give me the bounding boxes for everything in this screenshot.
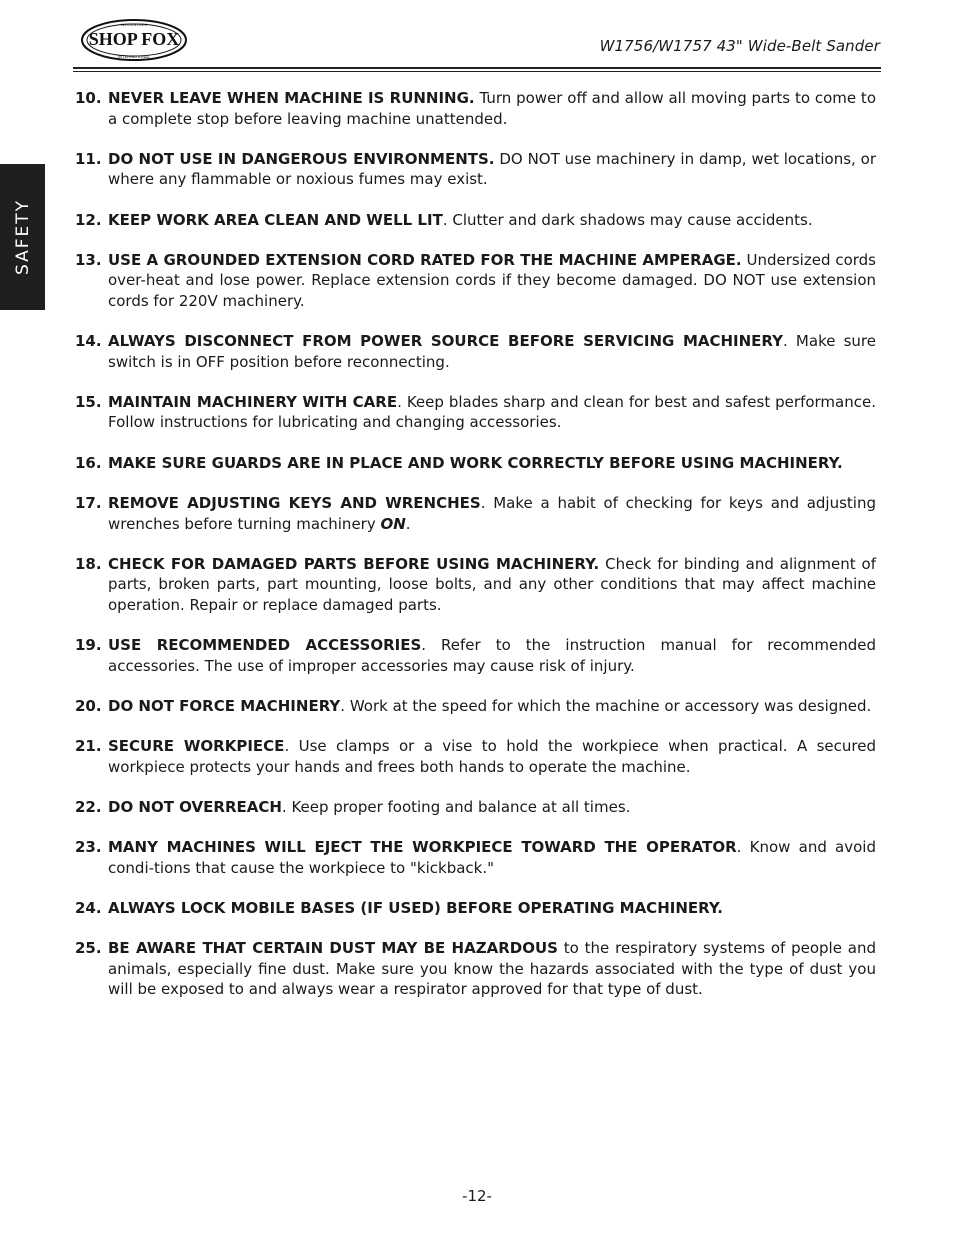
rule-text: Turn power off and allow all moving parts to come to a complete stop before leaving machine unattended. <box>108 89 876 128</box>
rule-number: 10. <box>75 89 102 107</box>
rule-number: 12. <box>75 210 102 229</box>
rule-text: . Make sure switch is in OFF position before reconnecting. <box>108 332 876 371</box>
rule-heading: REMOVE ADJUSTING KEYS AND WRENCHES <box>108 494 481 513</box>
safety-rule-item <box>75 250 876 312</box>
safety-rule-item <box>75 493 876 534</box>
rule-number: 25. <box>75 939 102 958</box>
safety-rule-item <box>75 210 876 231</box>
shop-fox-logo <box>80 18 190 64</box>
rule-number: 22. <box>75 798 102 817</box>
rule-heading: SECURE WORKPIECE <box>108 737 285 756</box>
logo-small-bottom: INTERNATIONAL <box>118 54 150 59</box>
rule-heading: KEEP WORK AREA CLEAN AND WELL LIT <box>108 210 443 229</box>
rule-heading: NEVER LEAVE WHEN MACHINE IS RUNNING. <box>108 89 475 107</box>
rule-heading: DO NOT FORCE MACHINERY <box>108 696 341 715</box>
rule-number: 11. <box>75 149 102 168</box>
rule-heading: MAINTAIN MACHINERY WITH CARE <box>108 392 398 411</box>
rule-heading: ALWAYS DISCONNECT FROM POWER SOURCE BEFORE SERVICING MACHINERY <box>108 332 784 351</box>
safety-rule-item <box>75 696 876 717</box>
rule-text: . Clutter and dark shadows may cause accidents. <box>442 210 813 229</box>
rule-text: . Keep proper footing and balance at all times. <box>281 798 631 817</box>
safety-rule-item <box>75 898 876 919</box>
rule-number: 14. <box>75 332 102 351</box>
page-number: -12- <box>462 1187 492 1205</box>
safety-rule-item <box>75 149 876 190</box>
safety-rule-item <box>75 88 876 129</box>
rule-heading: BE AWARE THAT CERTAIN DUST MAY BE HAZARDOUS <box>108 939 558 958</box>
rule-text: to the respiratory systems of people and animals, especially fine dust. Make sure you know the hazards associated with the type of dust you will be exposed to and always wear a respirator approved for that type of dust. <box>108 939 877 999</box>
header-rule-thick <box>73 67 881 69</box>
rule-emphasis: ON <box>380 514 406 533</box>
safety-rule-item <box>75 392 876 433</box>
rule-number: 15. <box>75 392 102 411</box>
safety-rule-item <box>75 837 876 878</box>
safety-rule-item <box>75 736 876 777</box>
safety-rules-list <box>75 88 876 1020</box>
manual-title: W1756/W1757 43" Wide-Belt Sander <box>599 37 880 55</box>
safety-rule-item <box>75 797 876 818</box>
rule-number: 13. <box>75 250 102 269</box>
rule-text: DO NOT use machinery in damp, wet locations, or where any flammable or noxious fumes may exist. <box>108 149 877 189</box>
rule-text-tail: . <box>405 514 411 533</box>
rule-heading: ALWAYS LOCK MOBILE BASES (IF USED) BEFORE OPERATING MACHINERY. <box>108 899 723 918</box>
rule-text: . Make a habit of checking for keys and adjusting wrenches before turning machinery <box>108 494 876 533</box>
section-tab <box>0 164 45 310</box>
rule-text: . Know and avoid condi-tions that cause the workpiece to "kickback." <box>108 838 876 877</box>
rule-heading: MAKE SURE GUARDS ARE IN PLACE AND WORK CORRECTLY BEFORE USING MACHINERY. <box>108 453 843 472</box>
rule-number: 20. <box>75 696 102 715</box>
rule-number: 16. <box>75 453 102 472</box>
rule-heading: DO NOT OVERREACH <box>108 798 282 817</box>
rule-heading: USE RECOMMENDED ACCESSORIES <box>108 636 422 655</box>
rule-heading: MANY MACHINES WILL EJECT THE WORKPIECE TOWARD THE OPERATOR <box>108 838 737 857</box>
rule-text: . Refer to the instruction manual for recommended accessories. The use of improper accessories may cause risk of injury. <box>108 636 876 675</box>
rule-number: 21. <box>75 737 102 756</box>
rule-number: 18. <box>75 554 102 573</box>
logo-small-top: WOODSTOCK <box>120 22 148 27</box>
rule-text: . Work at the speed for which the machine or accessory was designed. <box>340 696 872 715</box>
rule-number: 17. <box>75 494 102 513</box>
header-rule-thin <box>73 71 881 72</box>
rule-heading: CHECK FOR DAMAGED PARTS BEFORE USING MACHINERY. <box>108 554 600 573</box>
rule-number: 19. <box>75 636 102 655</box>
rule-text: . Use clamps or a vise to hold the workpiece when practical. A secured workpiece protects your hands and frees both hands to operate the machine. <box>108 737 876 776</box>
safety-rule-item <box>75 635 876 676</box>
rule-number: 23. <box>75 838 102 857</box>
rule-text: Check for binding and alignment of parts, broken parts, part mounting, loose bolts, and any other conditions that may affect machine operation. Repair or replace damaged parts. <box>108 554 876 614</box>
section-tab-label: SAFETY <box>12 198 33 276</box>
safety-rule-item <box>75 453 876 474</box>
logo-text: SHOP FOX <box>88 29 180 49</box>
rule-heading: USE A GROUNDED EXTENSION CORD RATED FOR THE MACHINE AMPERAGE. <box>108 250 742 269</box>
rule-number: 24. <box>75 899 102 918</box>
rule-heading: DO NOT USE IN DANGEROUS ENVIRONMENTS. <box>108 149 495 168</box>
rule-text: Undersized cords over-heat and lose power. Replace extension cords if they become damaged. DO NOT use extension cords for 220V machinery. <box>108 250 876 310</box>
rule-text: . Keep blades sharp and clean for best and safest performance. Follow instructions for lubricating and changing accessories. <box>108 392 876 432</box>
safety-rule-item <box>75 938 876 1000</box>
safety-rule-item <box>75 331 876 372</box>
safety-rule-item <box>75 554 876 616</box>
